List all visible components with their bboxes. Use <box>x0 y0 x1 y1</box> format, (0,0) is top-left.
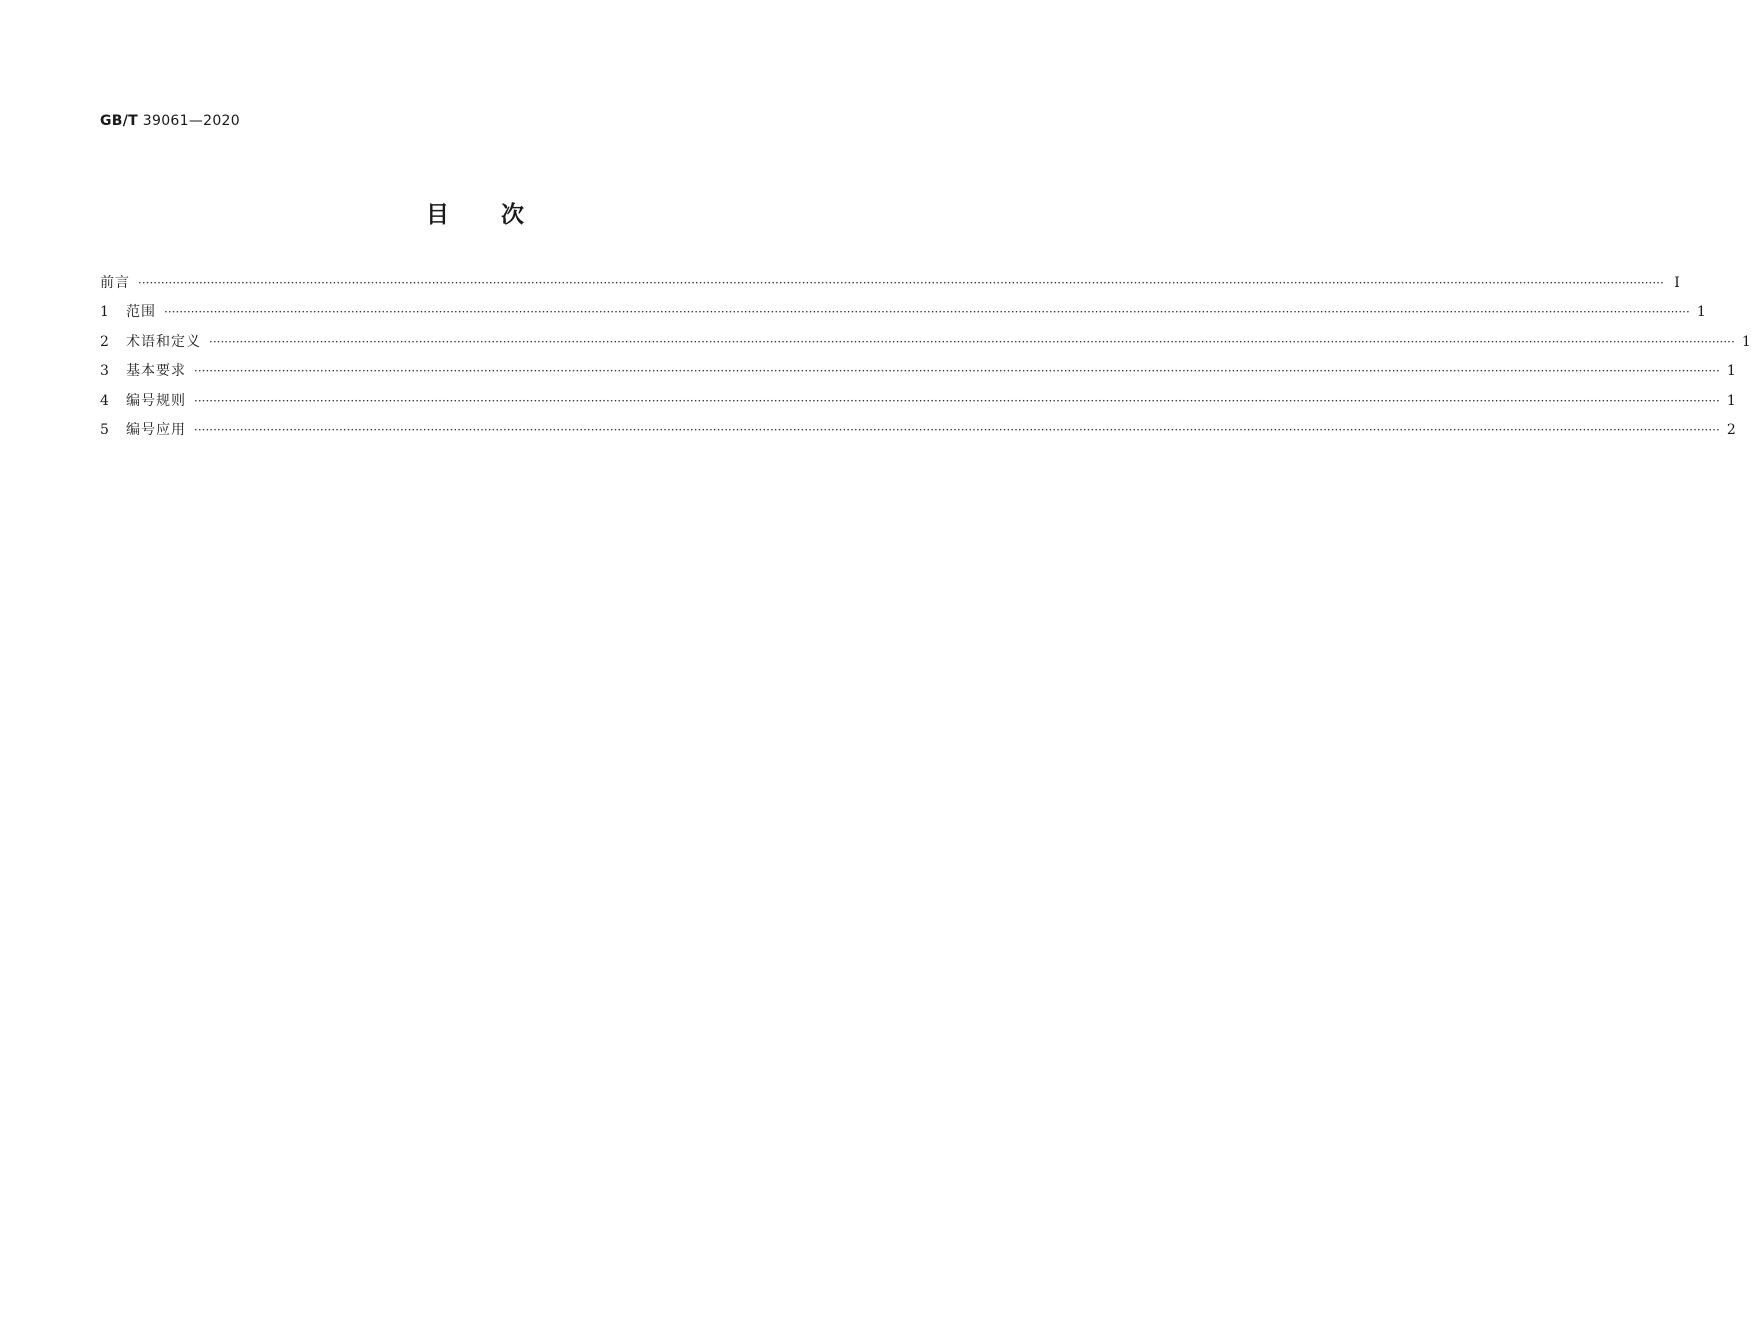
toc-entry-foreword[interactable] <box>100 272 1680 301</box>
toc-entry-label: 术语和定义 <box>126 333 201 350</box>
page-title: 目次 <box>426 202 576 228</box>
toc-entry-terms[interactable] <box>100 331 1751 360</box>
toc-entry-page: 1 <box>1726 363 1736 380</box>
dot-leader: ················································································································································································································································································································································································································ <box>194 393 1720 408</box>
dot-leader: ················································································································································································································································································································································································································ <box>194 422 1720 437</box>
toc-entry-page: 2 <box>1726 421 1736 438</box>
standard-code <box>100 113 240 129</box>
toc-entry-label: 基本要求 <box>126 363 186 380</box>
toc-entry-number: 2 <box>100 333 109 350</box>
toc-entry-rules[interactable] <box>100 390 1736 419</box>
table-of-contents <box>100 272 1751 448</box>
toc-entry-requirements[interactable] <box>100 360 1736 389</box>
toc-entry-label: 范围 <box>126 304 156 321</box>
toc-entry-page: 1 <box>1696 304 1706 321</box>
toc-entry-scope[interactable] <box>100 301 1706 330</box>
toc-entry-label: 编号应用 <box>126 421 186 438</box>
dot-leader: ················································································································································································································································································································································································································ <box>209 334 1735 349</box>
toc-entry-number: 1 <box>100 304 109 321</box>
toc-entry-application[interactable] <box>100 419 1736 448</box>
toc-entry-label: 前言 <box>100 275 130 291</box>
dot-leader: ················································································································································································································································································································································································································ <box>138 276 1664 290</box>
toc-entry-label: 编号规则 <box>126 392 186 409</box>
toc-entry-number: 5 <box>100 421 109 438</box>
toc-entry-number: 4 <box>100 392 109 409</box>
standard-prefix: GB/T <box>100 113 139 129</box>
toc-entry-page: 1 <box>1741 333 1751 350</box>
standard-number: 39061—2020 <box>142 113 240 129</box>
toc-entry-page: Ⅰ <box>1674 275 1680 291</box>
toc-entry-page: 1 <box>1726 392 1736 409</box>
dot-leader: ················································································································································································································································································································································································································ <box>164 305 1690 320</box>
dot-leader: ················································································································································································································································································································································································································ <box>194 364 1720 379</box>
toc-entry-number: 3 <box>100 363 109 380</box>
